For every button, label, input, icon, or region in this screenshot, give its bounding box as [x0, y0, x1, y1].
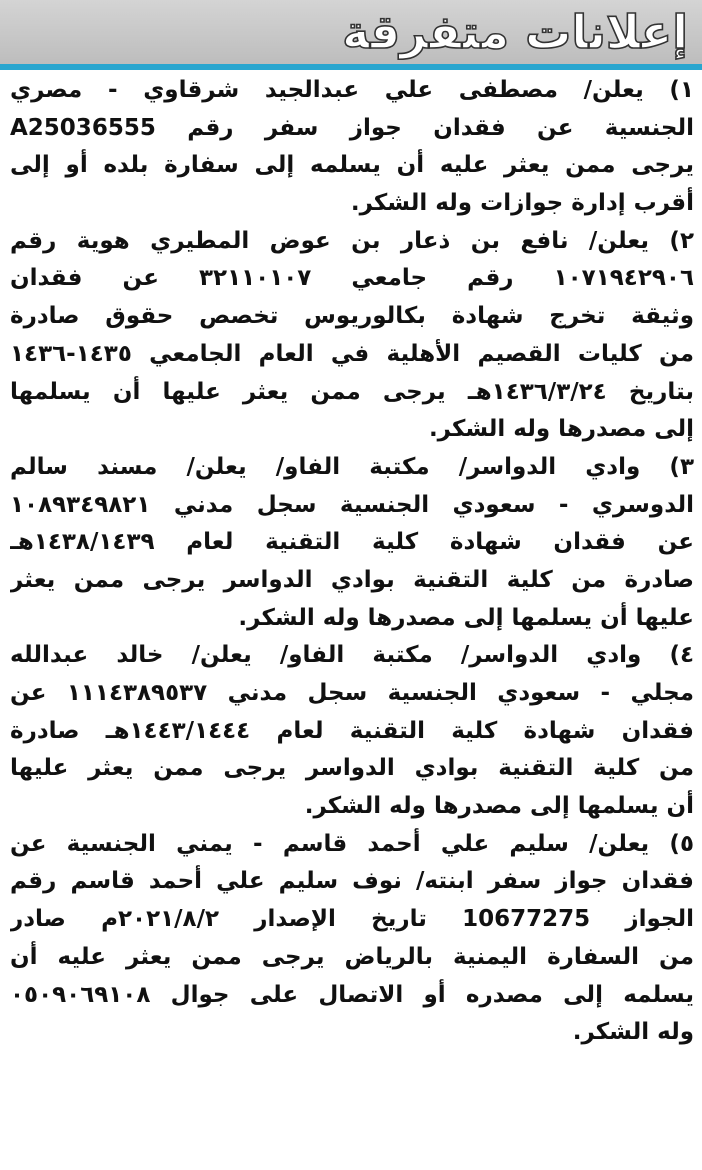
ad-line: صادرة من كلية التقنية بوادي الدواسر يرجى ممن يعثر — [10, 566, 694, 593]
ad-line: أقرب إدارة جوازات وله الشكر. — [350, 190, 694, 217]
ad-item — [10, 826, 694, 1052]
ad-line: من كليات القصيم الأهلية في العام الجامعي ١٤٣٥-١٤٣٦ — [10, 340, 694, 367]
ad-line: من كلية التقنية بوادي الدواسر يرجى ممن يعثر عليها — [10, 755, 694, 782]
ad-line: الدوسري - سعودي الجنسية سجل مدني ١٠٨٩٣٤٩٨٢١ — [10, 491, 694, 518]
ad-item — [10, 449, 694, 637]
ad-line: من السفارة اليمنية بالرياض يرجى ممن يعثر عليه أن — [10, 943, 694, 970]
ad-line: فقدان شهادة كلية التقنية لعام ١٤٤٣/١٤٤٤هـ صادرة — [10, 717, 694, 744]
ad-line: ٥) يعلن/ سليم علي أحمد قاسم - يمني الجنسية عن — [10, 830, 694, 857]
ad-line: يرجى ممن يعثر عليه أن يسلمه إلى سفارة بلده أو إلى — [10, 152, 694, 179]
ad-line: بتاريخ ١٤٣٦/٣/٢٤هـ يرجى ممن يعثر عليها أن يسلمها — [10, 378, 694, 405]
ad-line: الجواز 10677275 تاريخ الإصدار ٢٠٢١/٨/٢م صادر — [10, 906, 694, 933]
ad-item — [10, 223, 694, 449]
ad-line: وثيقة تخرج شهادة بكالوريوس تخصص حقوق صادرة — [10, 303, 694, 330]
ad-line: يسلمه إلى مصدره أو الاتصال على جوال ٠٥٠٩٠٦٩١٠٨ — [10, 981, 694, 1008]
ad-line: إلى مصدرها وله الشكر. — [428, 416, 694, 443]
ad-line: عن فقدان شهادة كلية التقنية لعام ١٤٣٨/١٤٣٩هـ — [10, 529, 694, 556]
ad-line: أن يسلمها إلى مصدرها وله الشكر. — [304, 793, 694, 820]
ad-line: مجلي - سعودي الجنسية سجل مدني ١١١٤٣٨٩٥٣٧ عن — [10, 680, 694, 706]
ad-line: الجنسية عن فقدان جواز سفر رقم A25036555 — [10, 114, 694, 141]
ad-line: عليها أن يسلمها إلى مصدرها وله الشكر. — [238, 604, 694, 631]
ad-line: ٤) وادي الدواسر/ مكتبة الفاو/ يعلن/ خالد عبدالله — [10, 642, 694, 669]
ad-line: ١) يعلن/ مصطفى علي عبدالجيد شرقاوي - مصري — [10, 77, 694, 103]
section-header — [0, 0, 702, 64]
section-title: إعلانات متفرقة — [342, 5, 688, 59]
ad-line: وله الشكر. — [572, 1019, 694, 1046]
ad-item — [10, 637, 694, 825]
ad-line: ٢) يعلن/ نافع بن ذعار بن عوض المطيري هوية رقم — [10, 227, 694, 254]
ad-line: ١٠٧١٩٤٢٩٠٦ رقم جامعي ٣٢١١٠١٠٧ عن فقدان — [10, 265, 694, 292]
ads-list — [0, 70, 702, 1052]
ad-line: ٣) وادي الدواسر/ مكتبة الفاو/ يعلن/ مسند سالم — [10, 453, 694, 480]
ad-item — [10, 72, 694, 223]
ad-line: فقدان جواز سفر ابنته/ نوف سليم علي أحمد قاسم رقم — [10, 868, 694, 895]
